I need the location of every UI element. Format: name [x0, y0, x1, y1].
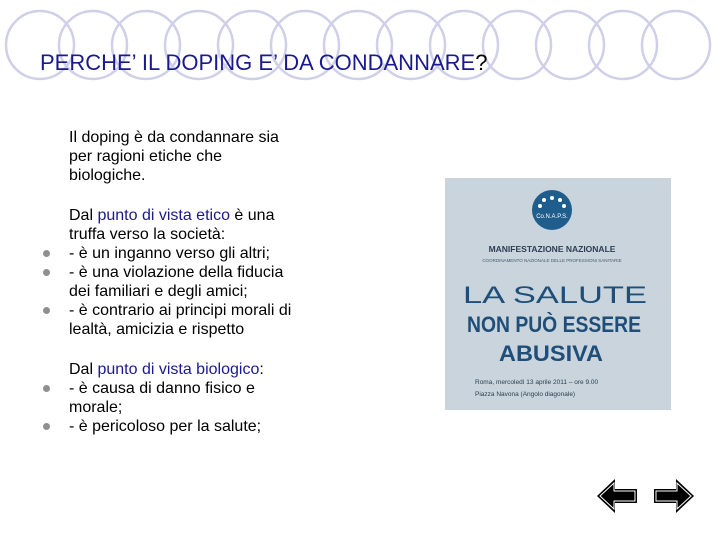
bullet-item: - è una violazione della fiducia: [55, 263, 365, 282]
poster-place: Piazza Navona (Angolo diagonale): [475, 391, 576, 398]
ethical-heading: Dal punto di vista etico è una: [69, 207, 275, 224]
poster-logo-text: Co.N.A.P.S.: [536, 214, 568, 220]
ethical-heading-cont: truffa verso la società:: [69, 226, 226, 243]
poster-organizer: COORDINAMENTO NAZIONALE DELLE PROFESSIONI SANITARIE: [482, 258, 622, 263]
bullet-item: - è causa di danno fisico e: [55, 379, 365, 398]
bullet-item: - è pericoloso per la salute;: [55, 417, 365, 436]
poster-headline-3: ABUSIVA: [499, 341, 604, 366]
bullet-item: - è contrario ai principi morali di: [55, 301, 365, 320]
biological-highlight: punto di vista biologico: [97, 361, 260, 378]
bullet-item: - è un inganno verso gli altri;: [55, 244, 365, 263]
arrow-right-icon: [650, 478, 694, 514]
bullet-item-cont: lealtà, amicizia e rispetto: [69, 321, 245, 338]
intro-line: per ragioni etiche che: [69, 148, 222, 165]
biological-heading: Dal punto di vista biologico:: [69, 361, 264, 378]
intro-line: biologiche.: [69, 167, 146, 184]
slide-body: [55, 128, 365, 436]
bullet-dot: [43, 385, 50, 392]
poster-headline-1: LA SALUTE: [463, 282, 647, 309]
arrow-left-icon: [597, 478, 641, 514]
bullet-item-cont: dei familiari e degli amici;: [69, 283, 248, 300]
bullet-dot: [43, 307, 50, 314]
slide-title: PERCHE’ IL DOPING E’ DA CONDANNARE?: [40, 50, 488, 75]
poster-date: Roma, mercoledì 13 aprile 2011 – ore 9.00: [475, 379, 599, 386]
bullet-dot: [43, 423, 50, 430]
poster-event: MANIFESTAZIONE NAZIONALE: [488, 244, 616, 254]
prev-slide-button[interactable]: [597, 478, 641, 514]
ethical-highlight: punto di vista etico: [97, 207, 230, 224]
intro-line: Il doping è da condannare sia: [69, 129, 279, 146]
bullet-dot: [43, 250, 50, 257]
bullet-item-cont: morale;: [69, 399, 123, 416]
next-slide-button[interactable]: [650, 478, 694, 514]
poster-image: [445, 178, 671, 410]
poster-headline-2: NON PUÒ ESSERE: [467, 312, 641, 337]
bullet-dot: [43, 269, 50, 276]
